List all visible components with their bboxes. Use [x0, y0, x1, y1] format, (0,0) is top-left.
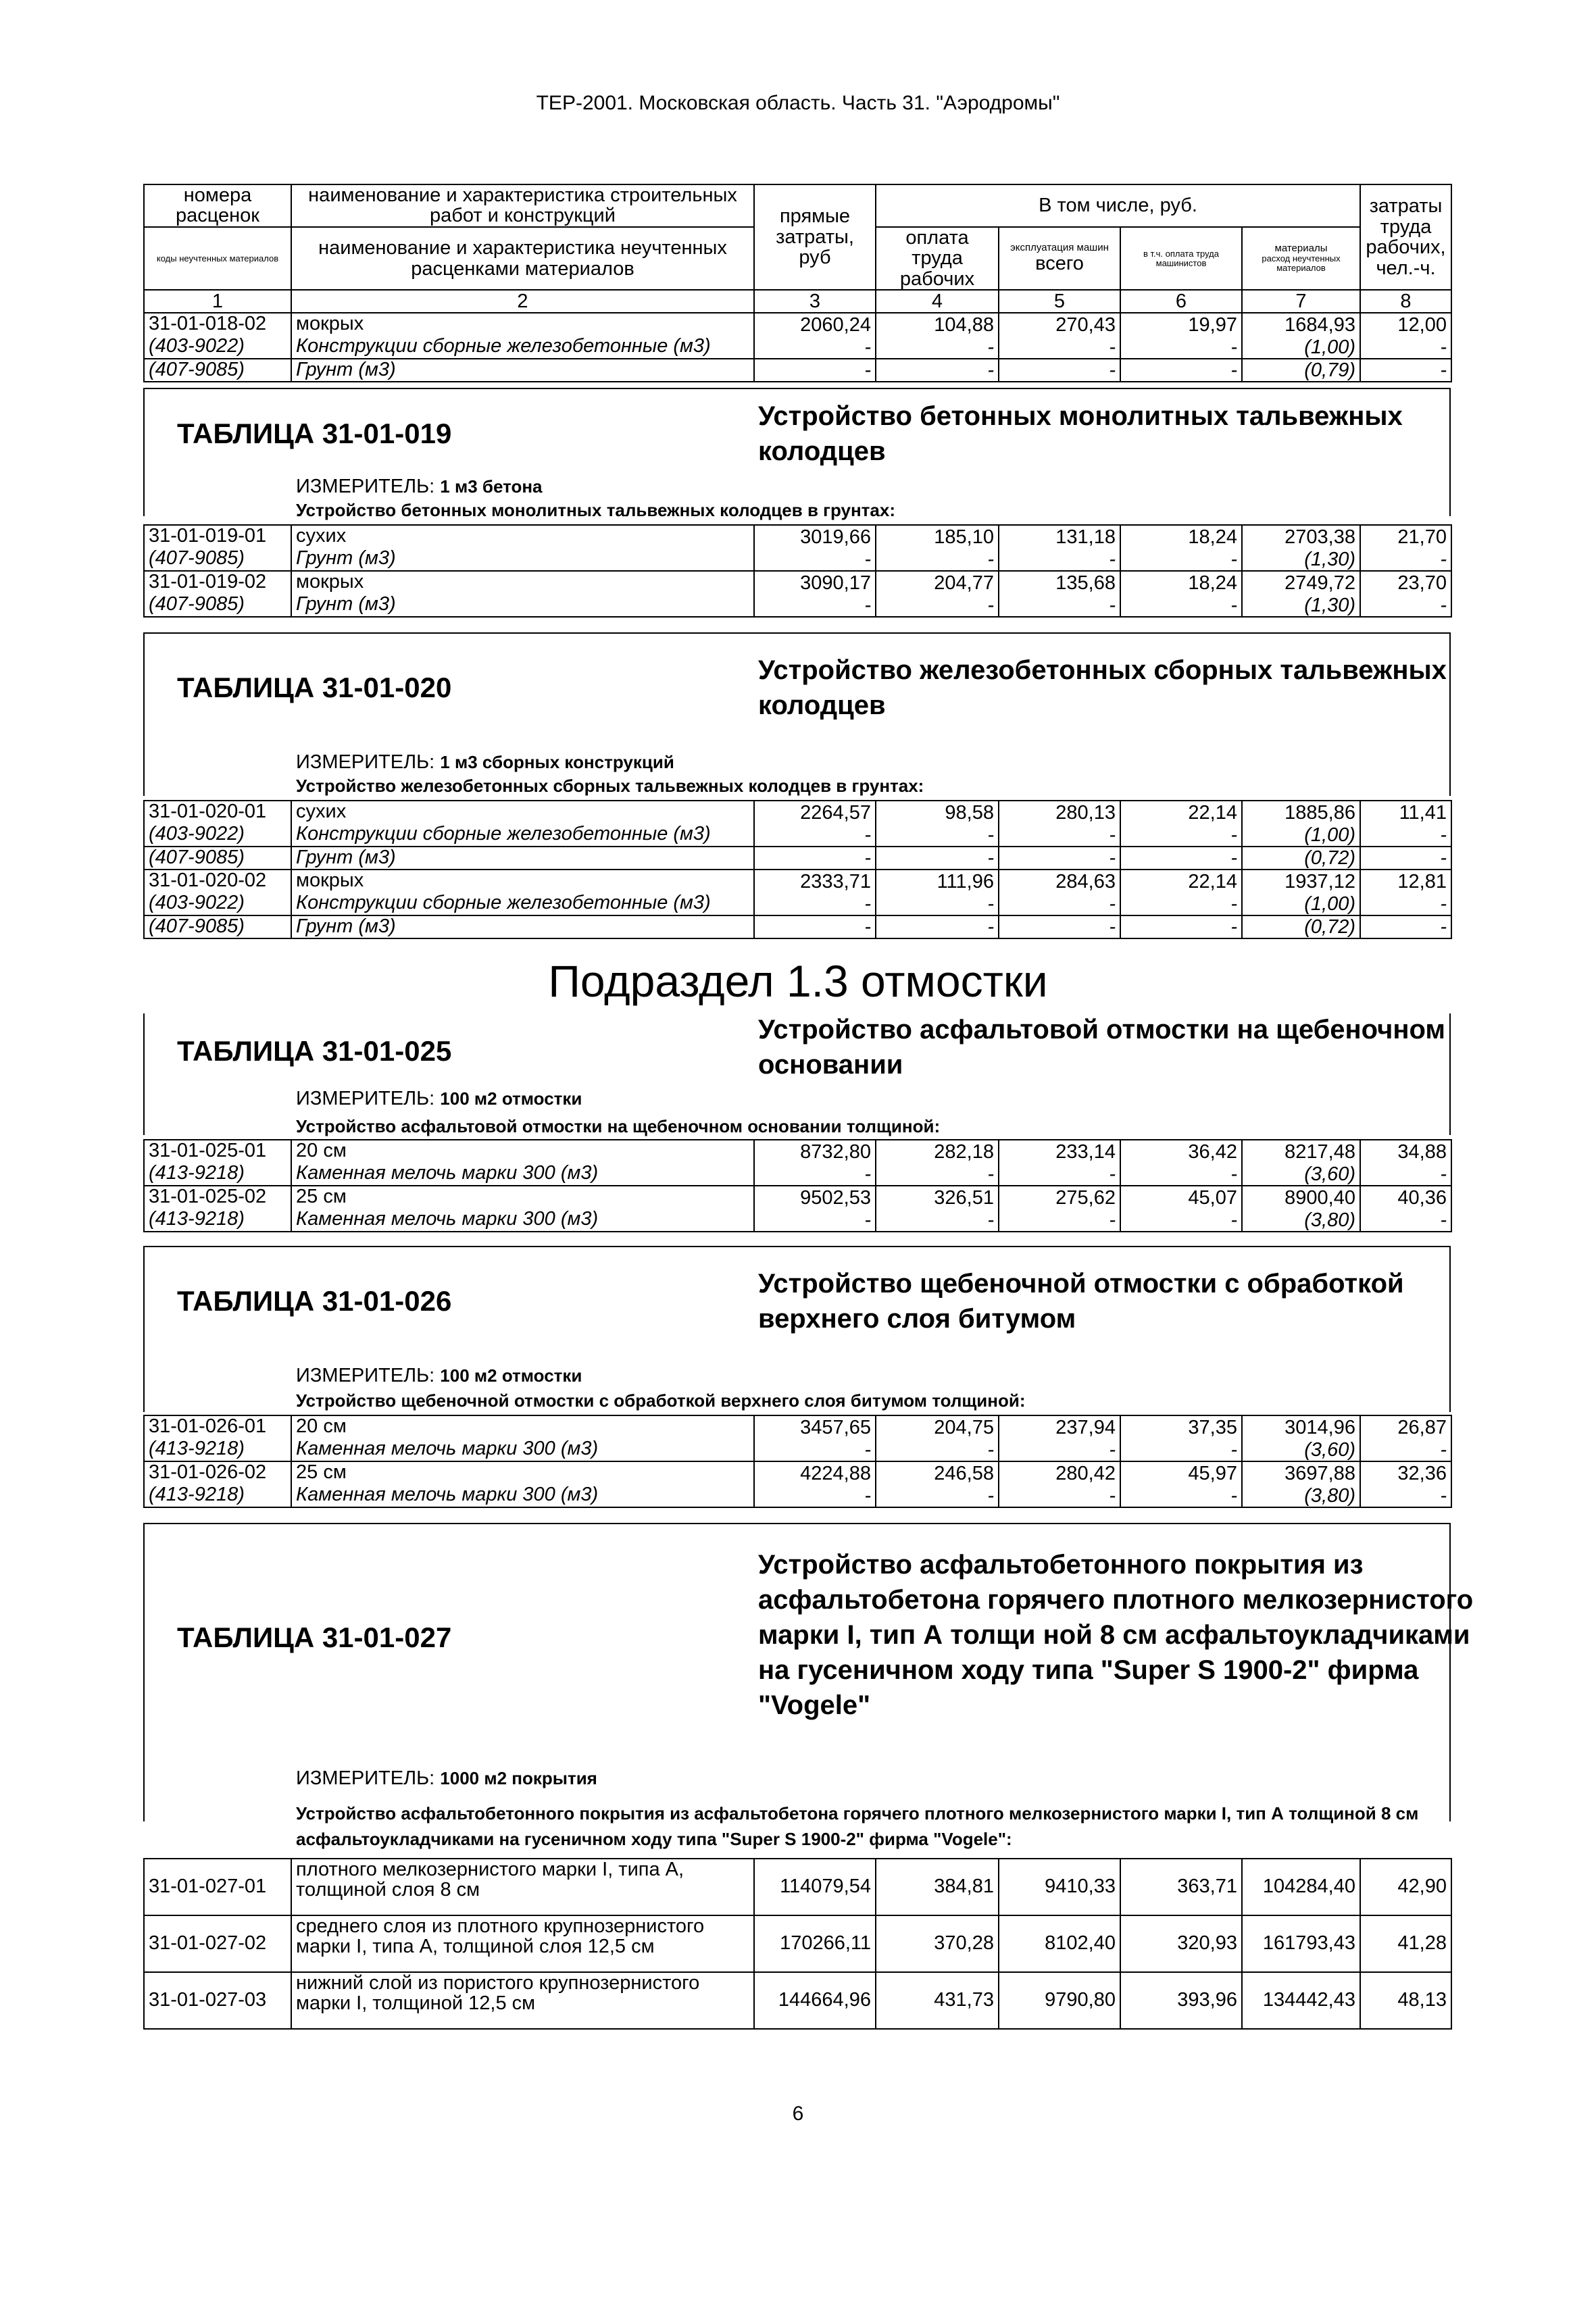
value-machinist-wages: - — [1120, 824, 1242, 847]
value-machine-total: 135,68 — [999, 571, 1120, 594]
table-027-title: Устройство асфальтобетонного покрытия из асфальтобетона горячего плотного мелкозернистого марки I, тип А толщи ной 8 см асфальтоукладчиками на гусеничном ходу типа "Super S 1900-2" фирма "Vogele" — [758, 1550, 1474, 1720]
rate-row — [144, 1140, 1451, 1163]
col-num-5: 5 — [999, 290, 1120, 313]
value-machinist-wages: 393,96 — [1120, 1972, 1242, 2029]
material-code: (403-9022) — [144, 892, 291, 915]
value-machinist-wages: 320,93 — [1120, 1915, 1242, 1972]
value-materials: (3,60) — [1242, 1163, 1360, 1186]
value-materials: 2703,38 — [1242, 525, 1360, 548]
work-name: 25 см — [291, 1186, 754, 1209]
value-machinist-wages: - — [1120, 892, 1242, 915]
value-machine-total: 284,63 — [999, 870, 1120, 892]
rate-code: 31-01-027-03 — [144, 1972, 291, 2029]
col-header-material-code: коды неучтенных материалов — [144, 227, 291, 290]
value-wages: 282,18 — [876, 1140, 999, 1163]
value-wages: - — [876, 336, 999, 359]
value-machinist-wages: - — [1120, 1438, 1242, 1461]
value-wages: - — [876, 594, 999, 617]
value-materials: (1,00) — [1242, 824, 1360, 847]
material-row — [144, 824, 1451, 847]
material-name: Конструкции сборные железобетонные (м3) — [291, 892, 754, 915]
value-direct-costs: - — [754, 847, 876, 870]
value-direct-costs: 4224,88 — [754, 1461, 876, 1484]
table-026-label: ТАБЛИЦА 31-01-026 — [177, 1285, 452, 1317]
material-name: Грунт (м3) — [291, 594, 754, 617]
value-machine-total: 270,43 — [999, 313, 1120, 336]
material-row — [144, 847, 1451, 870]
material-code: (407-9085) — [144, 594, 291, 617]
value-wages: - — [876, 1484, 999, 1507]
value-labor-hours: 34,88 — [1360, 1140, 1451, 1163]
value-labor-hours: - — [1360, 336, 1451, 359]
table-025-rows — [144, 1140, 1451, 1232]
value-materials: (0,79) — [1242, 359, 1360, 382]
value-direct-costs: - — [754, 1163, 876, 1186]
value-wages: - — [876, 359, 999, 382]
value-wages: 246,58 — [876, 1461, 999, 1484]
rate-row — [144, 1186, 1451, 1209]
value-machinist-wages: 22,14 — [1120, 801, 1242, 824]
value-labor-hours: - — [1360, 892, 1451, 915]
value-direct-costs: 114079,54 — [754, 1859, 876, 1915]
value-direct-costs: - — [754, 1484, 876, 1507]
value-labor-hours: 11,41 — [1360, 801, 1451, 824]
value-materials: (1,00) — [1242, 336, 1360, 359]
table-026-meter: ИЗМЕРИТЕЛЬ: 100 м2 отмостки — [296, 1365, 582, 1386]
col-header-including: В том числе, руб. — [876, 184, 1360, 227]
value-wages: 104,88 — [876, 313, 999, 336]
value-direct-costs: - — [754, 1209, 876, 1232]
rate-code: 31-01-026-02 — [144, 1461, 291, 1484]
value-wages: 384,81 — [876, 1859, 999, 1915]
value-machine-total: - — [999, 1209, 1120, 1232]
value-wages: 326,51 — [876, 1186, 999, 1209]
value-machinist-wages: - — [1120, 336, 1242, 359]
running-head: ТЕР-2001. Московская область. Часть 31. "Аэродромы" — [536, 92, 1060, 114]
rates-table-header — [143, 184, 1452, 382]
col-num-4: 4 — [876, 290, 999, 313]
value-materials: (1,30) — [1242, 594, 1360, 617]
value-labor-hours: - — [1360, 548, 1451, 571]
value-machine-total: 280,13 — [999, 801, 1120, 824]
material-code: (413-9218) — [144, 1484, 291, 1507]
value-machinist-wages: - — [1120, 1209, 1242, 1232]
value-wages: 111,96 — [876, 870, 999, 892]
rate-code: 31-01-025-02 — [144, 1186, 291, 1209]
value-materials: (0,72) — [1242, 847, 1360, 870]
table-025-meter: ИЗМЕРИТЕЛЬ: 100 м2 отмостки — [296, 1088, 582, 1109]
material-name: Конструкции сборные железобетонные (м3) — [291, 336, 754, 359]
work-name: сухих — [291, 801, 754, 824]
value-materials: 3697,88 — [1242, 1461, 1360, 1484]
work-name: среднего слоя из плотного крупнозернистого марки I, типа А, толщиной слоя 12,5 см — [291, 1915, 754, 1972]
value-direct-costs: - — [754, 915, 876, 938]
value-direct-costs: 9502,53 — [754, 1186, 876, 1209]
rate-row — [144, 313, 1451, 336]
value-machine-total: 280,42 — [999, 1461, 1120, 1484]
value-machine-total: - — [999, 1484, 1120, 1507]
value-materials: (3,80) — [1242, 1484, 1360, 1507]
value-machine-total: 131,18 — [999, 525, 1120, 548]
table-020 — [143, 800, 1452, 939]
material-code: (413-9218) — [144, 1438, 291, 1461]
col-num-8: 8 — [1360, 290, 1451, 313]
material-row — [144, 892, 1451, 915]
value-machine-total: - — [999, 548, 1120, 571]
value-direct-costs: - — [754, 548, 876, 571]
value-direct-costs: 8732,80 — [754, 1140, 876, 1163]
value-wages: - — [876, 548, 999, 571]
value-wages: - — [876, 915, 999, 938]
value-materials: 134442,43 — [1242, 1972, 1360, 2029]
table-025-title: Устройство асфальтовой отмостки на щебеночном основании — [758, 1015, 1445, 1080]
rate-code: 31-01-026-01 — [144, 1415, 291, 1438]
col-header-material-name: наименование и характеристика неучтенных расценками материалов — [291, 227, 754, 290]
value-wages: 204,75 — [876, 1415, 999, 1438]
value-materials: 8900,40 — [1242, 1186, 1360, 1209]
value-wages: - — [876, 1438, 999, 1461]
rate-code: 31-01-027-02 — [144, 1915, 291, 1972]
value-direct-costs: 3457,65 — [754, 1415, 876, 1438]
material-name: Конструкции сборные железобетонные (м3) — [291, 824, 754, 847]
col-header-machinist-wages: в т.ч. оплата труда машинистов — [1120, 227, 1242, 290]
value-wages: - — [876, 824, 999, 847]
col-num-2: 2 — [291, 290, 754, 313]
value-materials: 8217,48 — [1242, 1140, 1360, 1163]
table-027 — [143, 1858, 1452, 2030]
value-direct-costs: 3019,66 — [754, 525, 876, 548]
value-machine-total: - — [999, 359, 1120, 382]
table-025-label: ТАБЛИЦА 31-01-025 — [177, 1035, 452, 1067]
value-materials: 1885,86 — [1242, 801, 1360, 824]
value-materials: (0,72) — [1242, 915, 1360, 938]
material-name: Каменная мелочь марки 300 (м3) — [291, 1484, 754, 1507]
value-machinist-wages: 45,07 — [1120, 1186, 1242, 1209]
col-num-3: 3 — [754, 290, 876, 313]
value-labor-hours: - — [1360, 1209, 1451, 1232]
value-machinist-wages: - — [1120, 548, 1242, 571]
table-026-title: Устройство щебеночной отмостки с обработкой верхнего слоя битумом — [758, 1269, 1404, 1334]
value-labor-hours: 32,36 — [1360, 1461, 1451, 1484]
rate-code: 31-01-020-02 — [144, 870, 291, 892]
rate-row — [144, 1915, 1451, 1972]
work-name: мокрых — [291, 571, 754, 594]
value-machine-total: 8102,40 — [999, 1915, 1120, 1972]
table-027-rows — [144, 1859, 1451, 2029]
value-machinist-wages: - — [1120, 359, 1242, 382]
material-row — [144, 1484, 1451, 1507]
material-name: Грунт (м3) — [291, 359, 754, 382]
value-machine-total: 237,94 — [999, 1415, 1120, 1438]
table-020-subtitle: Устройство железобетонных сборных тальвежных колодцев в грунтах: — [296, 776, 924, 796]
value-labor-hours: 23,70 — [1360, 571, 1451, 594]
table-019-subtitle: Устройство бетонных монолитных тальвежных колодцев в грунтах: — [296, 500, 895, 520]
table-025 — [143, 1139, 1452, 1232]
material-row — [144, 336, 1451, 359]
value-direct-costs: 2060,24 — [754, 313, 876, 336]
work-name: 20 см — [291, 1415, 754, 1438]
value-labor-hours: 21,70 — [1360, 525, 1451, 548]
value-direct-costs: 2264,57 — [754, 801, 876, 824]
material-row — [144, 594, 1451, 617]
material-code: (403-9022) — [144, 824, 291, 847]
value-machine-total: - — [999, 915, 1120, 938]
value-machinist-wages: - — [1120, 847, 1242, 870]
value-labor-hours: - — [1360, 824, 1451, 847]
table-018-rows — [144, 313, 1451, 382]
table-020-label: ТАБЛИЦА 31-01-020 — [177, 672, 452, 703]
rate-row — [144, 801, 1451, 824]
value-machine-total: 275,62 — [999, 1186, 1120, 1209]
value-direct-costs: - — [754, 594, 876, 617]
work-name: мокрых — [291, 870, 754, 892]
value-direct-costs: 144664,96 — [754, 1972, 876, 2029]
value-direct-costs: - — [754, 1438, 876, 1461]
material-code: (413-9218) — [144, 1209, 291, 1232]
value-machinist-wages: 363,71 — [1120, 1859, 1242, 1915]
material-name: Грунт (м3) — [291, 548, 754, 571]
col-header-machine-total: эксплуатация машин всего — [999, 227, 1120, 290]
value-machinist-wages: - — [1120, 1484, 1242, 1507]
value-machine-total: - — [999, 892, 1120, 915]
col-header-rate-number: номера расценок — [144, 184, 291, 227]
value-machine-total: - — [999, 1438, 1120, 1461]
material-code: (407-9085) — [144, 359, 291, 382]
work-name: мокрых — [291, 313, 754, 336]
value-direct-costs: - — [754, 824, 876, 847]
value-labor-hours: 12,81 — [1360, 870, 1451, 892]
value-materials: 104284,40 — [1242, 1859, 1360, 1915]
value-direct-costs: - — [754, 359, 876, 382]
col-num-6: 6 — [1120, 290, 1242, 313]
value-wages: 98,58 — [876, 801, 999, 824]
table-019-rows — [144, 525, 1451, 617]
value-machinist-wages: - — [1120, 594, 1242, 617]
value-labor-hours: - — [1360, 1484, 1451, 1507]
value-wages: - — [876, 892, 999, 915]
rate-row — [144, 870, 1451, 892]
value-materials: 1684,93 — [1242, 313, 1360, 336]
value-labor-hours: - — [1360, 359, 1451, 382]
rate-code: 31-01-019-02 — [144, 571, 291, 594]
rate-row — [144, 571, 1451, 594]
rate-code: 31-01-019-01 — [144, 525, 291, 548]
value-materials: 161793,43 — [1242, 1915, 1360, 1972]
material-code: (413-9218) — [144, 1163, 291, 1186]
value-direct-costs: 3090,17 — [754, 571, 876, 594]
value-labor-hours: - — [1360, 915, 1451, 938]
material-row — [144, 1438, 1451, 1461]
table-027-label: ТАБЛИЦА 31-01-027 — [177, 1621, 452, 1653]
table-019-meter: ИЗМЕРИТЕЛЬ: 1 м3 бетона — [296, 476, 543, 497]
value-materials: (1,00) — [1242, 892, 1360, 915]
table-020-meter: ИЗМЕРИТЕЛЬ: 1 м3 сборных конструкций — [296, 751, 674, 773]
value-labor-hours: 42,90 — [1360, 1859, 1451, 1915]
value-machinist-wages: 18,24 — [1120, 571, 1242, 594]
value-direct-costs: 2333,71 — [754, 870, 876, 892]
table-026-subtitle: Устройство щебеночной отмостки с обработкой верхнего слоя битумом толщиной: — [296, 1390, 1026, 1411]
value-wages: 204,77 — [876, 571, 999, 594]
material-row — [144, 915, 1451, 938]
value-machine-total: - — [999, 1163, 1120, 1186]
value-machinist-wages: 36,42 — [1120, 1140, 1242, 1163]
value-labor-hours: - — [1360, 594, 1451, 617]
rate-code: 31-01-027-01 — [144, 1859, 291, 1915]
value-direct-costs: - — [754, 892, 876, 915]
work-name: сухих — [291, 525, 754, 548]
value-labor-hours: 48,13 — [1360, 1972, 1451, 2029]
work-name: нижний слой из пористого крупнозернистого марки I, толщиной 12,5 см — [291, 1972, 754, 2029]
value-labor-hours: 41,28 — [1360, 1915, 1451, 1972]
material-name: Каменная мелочь марки 300 (м3) — [291, 1163, 754, 1186]
value-wages: 431,73 — [876, 1972, 999, 2029]
value-wages: 185,10 — [876, 525, 999, 548]
table-019 — [143, 524, 1452, 618]
col-header-wages: оплата труда рабочих — [876, 227, 999, 290]
value-machinist-wages: 37,35 — [1120, 1415, 1242, 1438]
value-machinist-wages: 22,14 — [1120, 870, 1242, 892]
value-wages: - — [876, 1163, 999, 1186]
table-026-rows — [144, 1415, 1451, 1507]
table-025-subtitle: Устройство асфальтовой отмостки на щебеночном основании толщиной: — [296, 1116, 941, 1136]
material-row — [144, 548, 1451, 571]
col-header-labor: затраты труда рабочих, чел.-ч. — [1360, 184, 1451, 290]
rate-row — [144, 1972, 1451, 2029]
table-020-title: Устройство железобетонных сборных тальвежных колодцев — [758, 655, 1447, 720]
value-machinist-wages: - — [1120, 1163, 1242, 1186]
table-019-title: Устройство бетонных монолитных тальвежных колодцев — [758, 401, 1403, 466]
rate-row — [144, 525, 1451, 548]
value-machinist-wages: 45,97 — [1120, 1461, 1242, 1484]
material-name: Грунт (м3) — [291, 915, 754, 938]
col-header-materials: материалы расход неучтенных материалов — [1242, 227, 1360, 290]
material-name: Каменная мелочь марки 300 (м3) — [291, 1209, 754, 1232]
rate-code: 31-01-025-01 — [144, 1140, 291, 1163]
material-code: (407-9085) — [144, 915, 291, 938]
col-num-1: 1 — [144, 290, 291, 313]
value-materials: (3,80) — [1242, 1209, 1360, 1232]
value-wages: - — [876, 1209, 999, 1232]
section-heading: Подраздел 1.3 отмостки — [548, 956, 1048, 1006]
table-019-label: ТАБЛИЦА 31-01-019 — [177, 418, 452, 449]
value-machinist-wages: 19,97 — [1120, 313, 1242, 336]
material-row — [144, 1163, 1451, 1186]
value-machine-total: 9790,80 — [999, 1972, 1120, 2029]
value-labor-hours: - — [1360, 1438, 1451, 1461]
value-machine-total: 9410,33 — [999, 1859, 1120, 1915]
page-number: 6 — [792, 2103, 804, 2125]
value-labor-hours: - — [1360, 847, 1451, 870]
rate-row — [144, 1461, 1451, 1484]
value-machinist-wages: - — [1120, 915, 1242, 938]
value-materials: (3,60) — [1242, 1438, 1360, 1461]
value-materials: 3014,96 — [1242, 1415, 1360, 1438]
rate-code: 31-01-020-01 — [144, 801, 291, 824]
value-machine-total: - — [999, 847, 1120, 870]
value-machine-total: - — [999, 336, 1120, 359]
value-machinist-wages: 18,24 — [1120, 525, 1242, 548]
material-code: (403-9022) — [144, 336, 291, 359]
value-materials: 1937,12 — [1242, 870, 1360, 892]
work-name: 25 см — [291, 1461, 754, 1484]
value-labor-hours: 26,87 — [1360, 1415, 1451, 1438]
table-020-rows — [144, 801, 1451, 938]
table-026 — [143, 1415, 1452, 1508]
rate-row — [144, 1415, 1451, 1438]
value-materials: 2749,72 — [1242, 571, 1360, 594]
value-direct-costs: - — [754, 336, 876, 359]
material-row — [144, 359, 1451, 382]
table-027-meter: ИЗМЕРИТЕЛЬ: 1000 м2 покрытия — [296, 1767, 597, 1789]
material-name: Каменная мелочь марки 300 (м3) — [291, 1438, 754, 1461]
rate-code: 31-01-018-02 — [144, 313, 291, 336]
work-name: 20 см — [291, 1140, 754, 1163]
table-027-subtitle: Устройство асфальтобетонного покрытия из асфальтобетона горячего плотного мелкозернистого марки I, тип А толщиной 8 см асфальтоукладчиками на гусеничном ходу типа "Super S 1900-2" фирма "Vogele": — [296, 1803, 1419, 1849]
col-num-7: 7 — [1242, 290, 1360, 313]
value-materials: (1,30) — [1242, 548, 1360, 571]
value-machine-total: - — [999, 824, 1120, 847]
material-code: (407-9085) — [144, 548, 291, 571]
work-name: плотного мелкозернистого марки I, типа А, толщиной слоя 8 см — [291, 1859, 754, 1915]
value-labor-hours: 40,36 — [1360, 1186, 1451, 1209]
value-machine-total: - — [999, 594, 1120, 617]
value-wages: - — [876, 847, 999, 870]
value-labor-hours: - — [1360, 1163, 1451, 1186]
value-wages: 370,28 — [876, 1915, 999, 1972]
value-direct-costs: 170266,11 — [754, 1915, 876, 1972]
material-code: (407-9085) — [144, 847, 291, 870]
value-labor-hours: 12,00 — [1360, 313, 1451, 336]
col-header-direct-costs: прямые затраты, руб — [754, 184, 876, 290]
material-name: Грунт (м3) — [291, 847, 754, 870]
rate-row — [144, 1859, 1451, 1915]
col-header-work-name: наименование и характеристика строительных работ и конструкций — [291, 184, 754, 227]
value-machine-total: 233,14 — [999, 1140, 1120, 1163]
material-row — [144, 1209, 1451, 1232]
